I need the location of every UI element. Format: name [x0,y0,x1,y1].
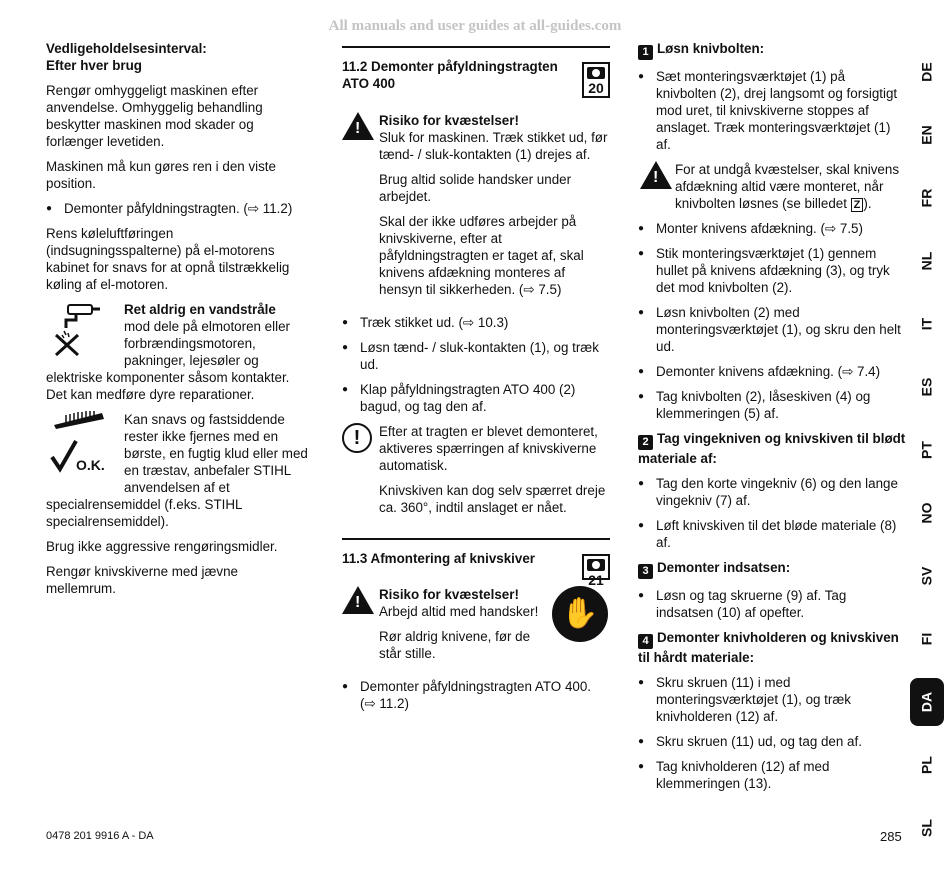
lang-tab-pl[interactable]: PL [918,755,935,774]
step-2-heading: 2 Tag vingekniven og knivskiven til blødt materiale af: [638,431,906,466]
list-item: ● Tag den korte vingekniv (6) og den lange vingekniv (7) af. [638,475,906,509]
lang-tab-no[interactable]: NO [918,502,935,523]
camera-figure-icon [582,62,610,98]
step-1-heading: 1 Løsn knivbolten: [638,40,906,60]
warning-text-2: Rør aldrig knivene, før de står stille. [379,629,531,661]
warning-icon: ! [640,161,672,189]
document-code: 0478 201 9916 A - DA [46,830,154,842]
step-number-badge: 2 [638,435,653,450]
info-text: Efter at tragten er blevet demonteret, aktiveres spærringen af knivskiverne automatisk. [379,424,598,473]
list-item: ● Skru skruen (11) i med monteringsværktøjet (1), og træk knivholderen (12) af. [638,674,906,725]
step-4-heading: 4 Demonter knivholderen og knivskiven til hårdt materiale: [638,630,899,665]
lang-tab-sv[interactable]: SV [918,566,935,585]
step-3-heading: 3 Demonter indsatsen: [638,559,906,579]
column-disassembly [342,46,610,720]
water-jet-warning-bold: Ret aldrig en vandstråle [124,302,276,317]
list-item: ● Demonter knivens afdækning. (⇨ 7.4) [638,363,906,380]
brush-ok-icon [46,411,124,483]
list-item: ● Demonter påfyldningstragten. (⇨ 11.2) [46,200,311,217]
gloves-icon: ✋ [552,586,608,642]
list-item: ● Skru skruen (11) ud, og tag den af. [638,733,906,750]
lang-tab-de[interactable]: DE [918,61,935,82]
step-number-badge: 3 [638,564,653,579]
camera-figure-icon [582,554,610,588]
page-number: 285 [880,829,902,844]
section-divider [342,538,610,540]
column-steps [638,40,906,800]
after-each-use-title: Efter hver brug [46,58,142,73]
section-11-2-heading [342,58,610,104]
step-number-badge: 1 [638,45,653,60]
list-item: ● Tag knivbolten (2), låseskiven (4) og klemmeringen (5) af. [638,388,906,422]
step-number-badge: 4 [638,634,653,649]
list-item: ● Klap påfyldningstragten ATO 400 (2) bagud, og tag den af. [342,381,610,415]
paragraph-clean-carefully: Rengør omhyggeligt maskinen efter anvendelse. Omhyggelig behandling beskytter maskinen mod skader og forlænger levetiden. [46,83,263,149]
list-item: ● Løsn tænd- / sluk-kontakten (1), og træk ud. [342,339,610,373]
list-item: ● Løft knivskiven til det bløde materiale (8) af. [638,517,906,551]
cover-warning: ! For at undgå kvæstelser, skal knivens afdækning altid være monteret, når knivbolten løsnes (se billedet Z ). [638,161,906,212]
warning-text: Arbejd altid med handsker! [379,604,539,619]
lang-tab-da[interactable]: DA [910,678,944,726]
section-11-2-title: 11.2 Demonter påfyldningstragten ATO 400 [342,59,558,91]
lang-tab-fr[interactable]: FR [918,188,935,207]
list-item: ● Monter knivens afdækning. (⇨ 7.5) [638,220,906,237]
section-divider [342,46,610,48]
brush-note [46,411,311,530]
warning-title: Risiko for kvæstelser! [379,113,519,128]
lang-tab-pt[interactable]: PT [918,440,935,459]
maintenance-interval-title: Vedligeholdelsesinterval: [46,41,207,56]
list-item: ● Træk stikket ud. (⇨ 10.3) [342,314,610,331]
figure-z-badge: Z [851,198,864,212]
injury-warning-1 [342,112,610,306]
watermark: All manuals and user guides at all-guides.com [328,18,622,34]
figure-number: 20 [588,80,604,96]
section-11-3-heading [342,550,610,588]
list-item: ● Stik monteringsværktøjet (1) gennem hullet på knivens afdækning (3), og tryk det mod knivbolten (2). [638,245,906,296]
injury-warning-2 [342,586,610,670]
lang-tab-en[interactable]: EN [918,124,935,145]
figure-number: 21 [588,572,604,588]
warning-text: Sluk for maskinen. Træk stikket ud, før tænd- / sluk-kontakten (1) drejes af. [379,130,608,162]
lang-tab-sl[interactable]: SL [918,818,935,837]
info-note [342,423,610,524]
lang-tab-it[interactable]: IT [918,317,935,330]
lang-tab-fi[interactable]: FI [918,632,935,645]
warning-cover-text: Skal der ikke udføres arbejder på knivskiverne, efter at påfyldningstragten er taget af, skal knivens afdækning monteres af hensyn til sikkerheden. (⇨ 7.5) [379,214,584,297]
paragraph-clean-discs: Rengør knivskiverne med jævne mellemrum. [46,564,239,596]
list-item: ● Løsn knivbolten (2) med monteringsværktøjet (1), og skru den helt ud. [638,304,906,355]
paragraph-no-aggressive: Brug ikke aggressive rengøringsmidler. [46,539,278,554]
no-water-jet-icon [46,301,124,363]
ok-label: O.K. [76,457,105,473]
column-maintenance [46,40,311,605]
paragraph-position: Maskinen må kun gøres ren i den viste position. [46,159,276,191]
warning-title: Risiko for kvæstelser! [379,587,519,602]
brush-note-text: Kan snavs og fastsiddende rester ikke fjernes med en børste, en fugtig klud eller med en træstav, anbefaler STIHL anvendelsen af et specialrensemiddel (f.eks. STIHL specialrensemiddel). [46,412,308,529]
exclamation-info-icon: ! [342,423,372,453]
language-tabs [910,40,944,859]
water-jet-warning-text: mod dele på elmotoren eller forbrændingsmotoren, pakninger, lejesøler og elektriske komponenter såsom kontakter. Det kan medføre dyre reparationer. [46,319,290,402]
water-jet-warning [46,301,311,403]
list-item: ● Løsn og tag skruerne (9) af. Tag indsatsen (10) af opefter. [638,587,906,621]
warning-text: For at undgå kvæstelser, skal knivens afdækning altid være monteret, når knivbolten løsnes (se billedet [675,162,900,211]
paragraph-cooling-air: Rens køleluftføringen (indsugningsspalterne) på el-motorens kabinet for snavs for at opnå tilstrækkelig køling af el-motoren. [46,226,290,292]
lang-tab-nl[interactable]: NL [918,251,935,270]
list-item: ● Demonter påfyldningstragten ATO 400. (⇨ 11.2) [342,678,610,712]
list-item: ● Sæt monteringsværktøjet (1) på knivbolten (2), drej langsomt og forsigtigt mod uret, til knivskiverne stoppes af anslaget. Træk monteringsværktøjet (1) af. [638,68,906,153]
warning-icon: ! [342,586,374,614]
lang-tab-es[interactable]: ES [918,377,935,396]
warning-icon: ! [342,112,374,140]
list-item: ● Tag knivholderen (12) af med klemmeringen (13). [638,758,906,792]
warning-gloves-text: Brug altid solide handsker under arbejdet. [379,172,572,204]
section-11-3-title: 11.3 Afmontering af knivskiver [342,551,535,566]
info-text-2: Knivskiven kan dog selv spærret dreje ca. 360°, indtil anslaget er nået. [379,483,606,515]
